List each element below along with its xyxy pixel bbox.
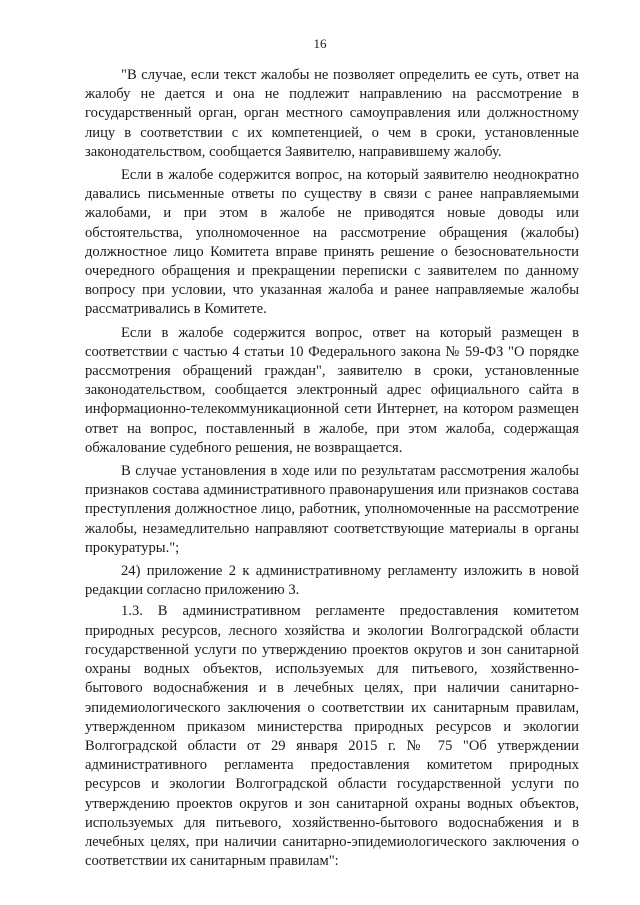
paragraph-complaint-essence: "В случае, если текст жалобы не позволяет определить ее суть, ответ на жалобу не дается и она не подлежит направлению на рассмотрение в государственный орган, орган местного самоуправления или должностному лицу в соответствии с их компетенцией, о чем в сроки, установленные законодательством, сообщается Заявителю, направившему жалобу. — [85, 67, 579, 160]
paragraph-item-24: 24) приложение 2 к административному регламенту изложить в новой редакции согласно приложению 3. — [85, 563, 579, 599]
document-body — [85, 66, 579, 875]
paragraph-repeated-complaint: Если в жалобе содержится вопрос, на который заявителю неоднократно давались письменные ответы по существу в связи с ранее направляемыми жалобами, и при этом в жалобе не приводятся новые доводы или обстоятельства, уполномоченное на рассмотрение обращения (жалобы) должностное лицо Комитета вправе принять решение о безосновательности очередного обращения и прекращении переписки с заявителем по данному вопросу при условии, что указанная жалоба и ранее направляемые жалобы рассматривались в Комитете. — [85, 167, 579, 318]
paragraph-violation-signs: В случае установления в ходе или по результатам рассмотрения жалобы признаков состава административного правонарушения или признаков состава преступления должностное лицо, работник, уполномоченные на рассмотрение жалобы, незамедлительно направляют соответствующие материалы в органы прокуратуры."; — [85, 463, 579, 556]
page-number: 16 — [313, 36, 327, 51]
paragraph-published-answer: Если в жалобе содержится вопрос, ответ на который размещен в соответствии с частью 4 статьи 10 Федерального закона № 59-ФЗ "О порядке рассмотрения обращений граждан", заявителю в сроки, установленные законодательством, сообщается электронный адрес официального сайта в информационно-телекоммуникационной сети Интернет, на котором размещен ответ на вопрос, поставленный в жалобе, при этом жалоба, содержащая обжалование судебного решения, не возвращается. — [85, 324, 579, 456]
paragraph-section-1-3: 1.3. В административном регламенте предоставления комитетом природных ресурсов, лесного хозяйства и экологии Волгоградской области государственной услуги по утверждению проектов округов и зон санитарной охраны водных объектов, используемых для питьевого, хозяйственно-бытового водоснабжения и в лечебных целях, при наличии санитарно-эпидемиологического заключения о соответствии их санитарным правилам, утвержденном приказом министерства природных ресурсов и экологии Волгоградской области от 29 января 2015 г. № 75 "Об утверждении административного регламента предоставления комитетом природных ресурсов и экологии Волгоградской области государственной услуги по утверждению проектов округов и зон санитарной охраны водных объектов, используемых для питьевого, хозяйственно-бытового водоснабжения и в лечебных целях, при наличии санитарно-эпидемиологического заключения о соответствии их санитарным правилам": — [85, 603, 579, 870]
